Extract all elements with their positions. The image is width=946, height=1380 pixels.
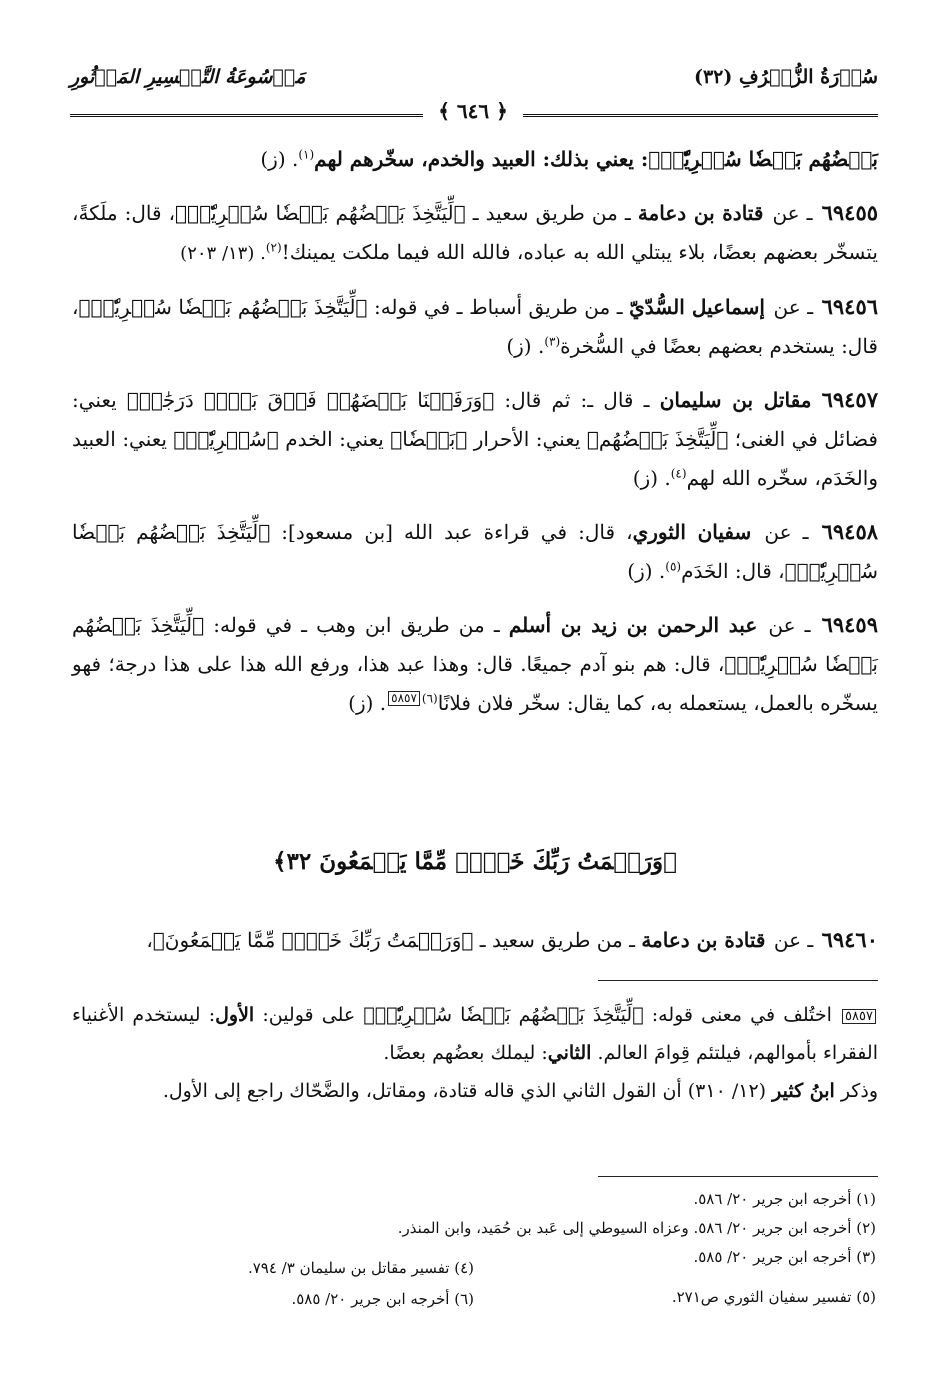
footnote-3: (٣) أخرجه ابن جرير ٢٠/ ٥٨٥. [693,1248,876,1266]
entry-69455: ٦٩٤٥٥ ـ عن قتادة بن دعامة ـ من طريق سعيد ـ ﴿لِّيَتَّخِذَ بَعۡضُهُم بَعۡضٗا سُخۡرِيّٗاۗ﴾، قال: ملَكةً، يتسخّر بعضهم بعضًا، بلاء يبتلي الله به عباده، فالله الله فيما ملكت يمينك!$^{(٢)}$. (١٣/ ٢٠٣) [72,200,879,264]
footnote-1: (١) أخرجه ابن جرير ٢٠/ ٥٨٦. [693,1190,876,1208]
entry-text: ـ من طريق سعيد ـ ﴿لِّيَتَّخِذَ بَعۡضُهُم بَعۡضٗا سُخۡرِيّٗاۗ﴾، قال: ملَكةً، يتسخّر بعضهم بعضًا، بلاء يبتلي الله به عباده، فالله الله فيما ملكت يمينك! [72,201,878,264]
source-tag: . (١٣/ ٢٠٣) [180,243,266,264]
narrator-name: مقاتل بن سليمان [659,388,812,412]
footnote-ref: (٦) [421,691,438,706]
page-number: ﴾ ٦٤٦ ﴿ [423,97,523,125]
narrator-name: إسماعيل السُّدّيّ [629,295,765,319]
note-cite-name: ابنُ كثير [772,1080,835,1102]
entry-number: ٦٩٤٥٥ [821,200,879,225]
note-cite-b: (١٢/ ٣١٠) أن القول الثاني الذي قاله قتادة، ومقاتل، والضَّحّاك راجع إلى الأول. [162,1080,767,1102]
surah-title: سُوۡرَةُ الزُّخۡرُفِ (٣٢) [693,66,878,88]
footnote-ref: (١) [298,147,315,162]
commentary-rule [598,980,878,981]
ayah-heading: ﴿وَرَحۡمَتُ رَبِّكَ خَيۡرٞ مِّمَّا يَجۡمَعُونَ ٣٢﴾ [273,848,677,875]
footnote-6: (٦) أخرجه ابن جرير ٢٠/ ٥٨٥. [291,1290,474,1308]
entry-number: ٦٩٤٦٠ [821,927,878,952]
footnote-ref: (٤) [670,466,687,481]
note-cite-a: وذكر [840,1080,878,1102]
main-text [72,140,878,723]
note-second-label: الثاني [547,1042,592,1064]
book-title: مَوۡسُوعَةُ التَّفۡسِيرِ المَأۡثُورِ [70,66,306,88]
footnote-ref: (٢) [265,240,282,255]
entry-69456: ٦٩٤٥٦ ـ عن إسماعيل السُّدّيّ ـ من طريق أسباط ـ في قوله: ﴿لِّيَتَّخِذَ بَعۡضُهُم بَعۡضٗا سُخۡرِيّٗاۗ﴾، قال: يستخدم بعضهم بعضًا في السُّخرة$^{(٣)}$. (ز) [72,294,879,358]
source-tag: . (ز) [506,334,545,358]
entry-number: ٦٩٤٥٨ [821,519,879,544]
narrator-name: قتادة بن دعامة [641,928,766,952]
narrator-name: قتادة بن دعامة [637,201,764,225]
entry-text: ، قال: في قراءة عبد الله [بن مسعود]: ﴿لِّيَتَّخِذَ بَعۡضُهُم بَعۡضٗا سُخۡرِيّٗاۗ﴾، قال: الخَدَم [72,520,878,583]
footnotes-rule [598,1176,878,1177]
entry-text: ـ من طريق ابن وهب ـ في قوله: ﴿لِّيَتَّخِذَ بَعۡضُهُم بَعۡضٗا سُخۡرِيّٗاۗ﴾، قال: هم بنو آدم جميعًا. قال: وهذا عبد هذا، ورفع الله هذا على هذا درجة؛ فهو يسخّره بالعمل، يستعمله به، كما يقال: سخّر فلان فلانًا [72,613,878,715]
footnote-ref: (٣) [544,334,561,349]
note-first-text: : ليستخدم الأغنياء الفقراء بأموالهم، فيلتئم قِوامَ العالم. [72,1004,878,1064]
entry-text: ـ من طريق أسباط ـ في قوله: ﴿لِّيَتَّخِذَ بَعۡضُهُم بَعۡضٗا سُخۡرِيّٗاۗ﴾، قال: يستخدم بعضهم بعضًا في السُّخرة [72,295,878,358]
footnote-4: (٤) تفسير مقاتل بن سليمان ٣/ ٧٩٤. [247,1259,474,1277]
narrator-name: عبد الرحمن بن زيد بن أسلم [508,613,758,637]
entry-number: ٦٩٤٥٩ [821,612,878,637]
source-tag: . (ز) [260,147,299,171]
source-tag: . (ز) [348,691,387,715]
entry-text: ـ قال ـ: ثم قال: ﴿وَرَفَعۡنَا بَعۡضَهُمۡ فَوۡقَ بَعۡضٖ دَرَجَٰتٖ﴾ يعني: فضائل في الغنى؛ ﴿لِّيَتَّخِذَ بَعۡضُهُم﴾ يعني: الأحرار ﴿بَعۡضٗا﴾ يعني: الخدم ﴿سُخۡرِيّٗاۗ﴾ يعني: العبيد والخَدَم، سخّره الله لهم [72,388,878,490]
commentary-note [72,996,878,1110]
narrator-name: سفيان الثوري [632,520,752,544]
entry-number: ٦٩٤٥٦ [821,294,879,319]
footnote-2: (٢) أخرجه ابن جرير ٢٠/ ٥٨٦. وعزاه السيوطي إلى عَبد بن حُمَيد، وابن المنذر. [397,1219,876,1237]
source-tag: . (ز) [632,466,671,490]
entry-text: ـ من طريق سعيد ـ ﴿وَرَحۡمَتُ رَبِّكَ خَيۡرٞ مِّمَّا يَجۡمَعُونَ﴾، [146,928,635,952]
note-second-text: : ليملك بعضُهم بعضًا. [383,1042,548,1064]
source-tag: . (ز) [627,559,666,583]
entry-69458: ٦٩٤٥٨ ـ عن سفيان الثوري، قال: في قراءة عبد الله [بن مسعود]: ﴿لِّيَتَّخِذَ بَعۡضُهُم بَعۡضٗا سُخۡرِيّٗاۗ﴾، قال: الخَدَم$^{(٥)}$. (ز) [72,519,879,583]
commentary-box-ref: ٥٨٥٧ [388,691,420,706]
entry-number: ٦٩٤٥٧ [821,387,878,412]
running-header [70,66,878,100]
note-first-label: الأول [215,1004,255,1026]
entry-69460: ٦٩٤٦٠ ـ عن قتادة بن دعامة ـ من طريق سعيد ـ ﴿وَرَحۡمَتُ رَبِّكَ خَيۡرٞ مِّمَّا يَجۡمَعُونَ﴾، [146,927,878,952]
footnote-5: (٥) تفسير سفيان الثوري ص٢٧١. [671,1288,876,1306]
note-intro: اختُلف في معنى قوله: ﴿لِّيَتَّخِذَ بَعۡضُهُم بَعۡضٗا سُخۡرِيّٗاۗ﴾ على قولين: [262,1004,832,1026]
commentary-box-label: ٥٨٥٧ [842,1009,876,1024]
footnote-ref: (٥) [665,559,682,574]
entry-69457 [72,380,878,498]
paragraph-continuation [72,140,878,179]
entry-69459: ٦٩٤٥٩ ـ عن عبد الرحمن بن زيد بن أسلم ـ من طريق ابن وهب ـ في قوله: ﴿لِّيَتَّخِذَ بَعۡضُهُم بَعۡضٗا سُخۡرِيّٗاۗ﴾، قال: هم بنو آدم جميعًا. قال: وهذا عبد هذا، ورفع الله هذا على هذا درجة؛ فهو يسخّره بالعمل، يستعمله به، كما يقال: سخّر فلان فلانًا$^{(٦)}$٥٨٥٧. (ز) [72,612,878,715]
quran-continuation: بَعۡضُهُم بَعۡضٗا سُخۡرِيّٗاۗ﴾: يعني بذلك: العبيد والخدم، سخّرهم لهم [314,147,878,171]
